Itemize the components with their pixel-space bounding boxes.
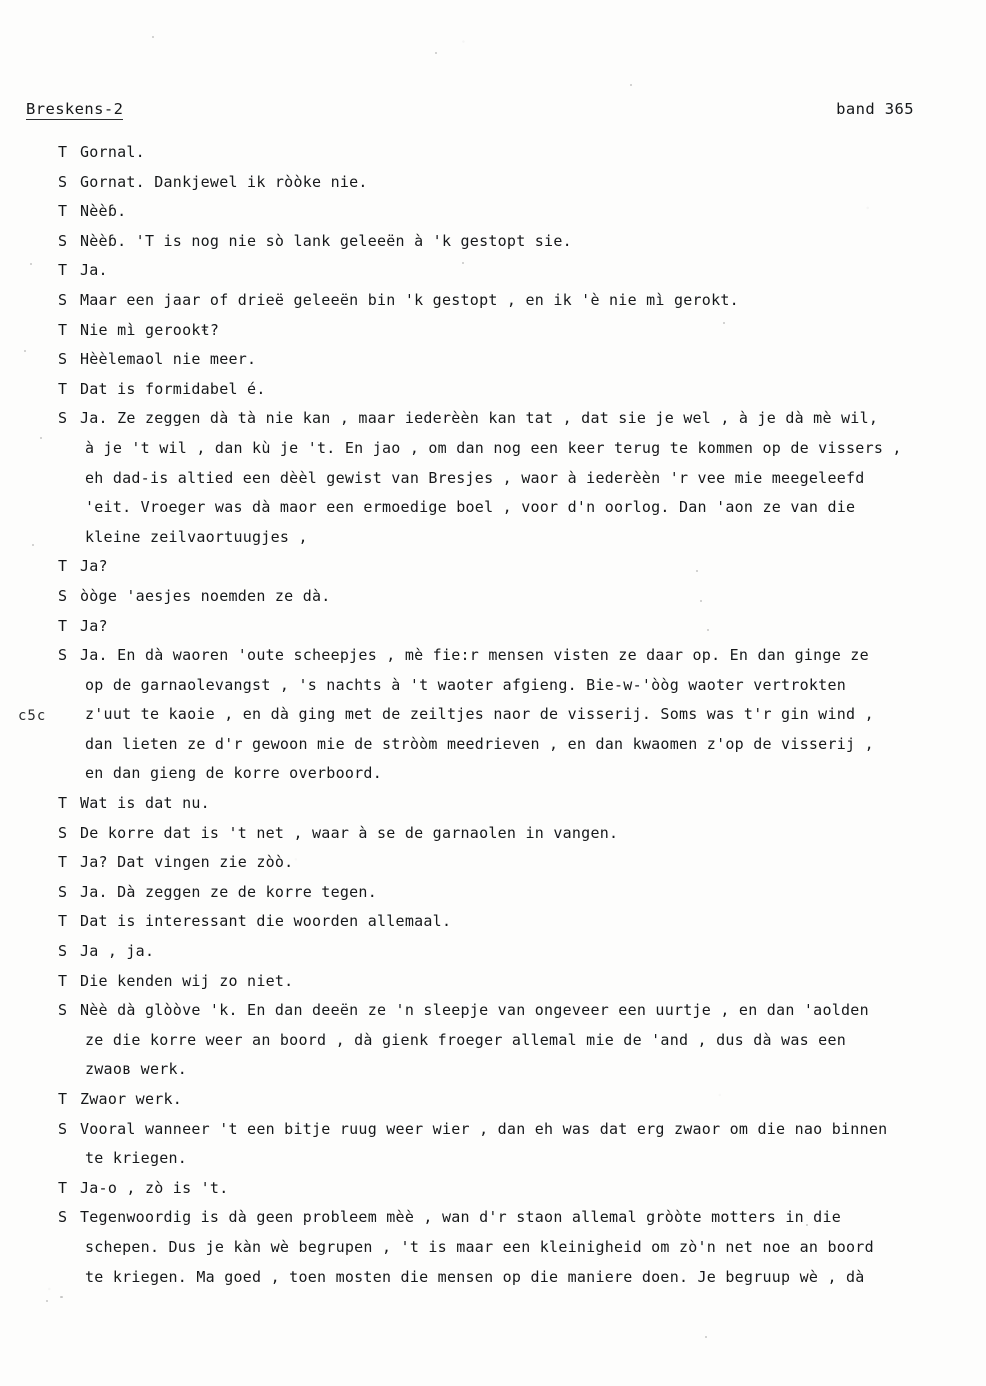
transcript-line (58, 1144, 978, 1174)
transcript-line (58, 286, 978, 316)
speaker-label: S (58, 231, 68, 250)
transcript-text: Ja. En dà waoren 'oute scheepjes , mè fie:r mensen visten ze daar op. En dan ginge ze (80, 646, 869, 665)
transcript-text: Ja. Ze zeggen dà tà nie kan , maar iederèèn kan tat , dat sie je wel , à je dà mè wil, (80, 409, 879, 428)
paper-speck (435, 52, 437, 54)
transcript-line (58, 552, 978, 582)
speaker-label: T (58, 912, 68, 931)
transcript-text: op de garnaolevangst , 's nachts à 't waoter afgieng. Bie-w-'òòg waoter vertrokten (85, 675, 847, 694)
speaker-label: S (58, 1119, 68, 1138)
speaker-label: S (58, 823, 68, 842)
transcript-text: Vooral wanneer 't een bitje ruug weer wier , dan eh was dat erg zwaor om die nao binnen (80, 1119, 888, 1138)
transcript-text: Ja. Dà zeggen ze de korre tegen. (80, 882, 377, 901)
transcript-line (58, 1203, 978, 1233)
transcript-line (58, 1115, 978, 1145)
transcript-text: Wat is dat nu. (80, 794, 210, 813)
speaker-label: S (58, 942, 68, 961)
speaker-label: T (58, 320, 68, 339)
transcript-line (58, 996, 978, 1026)
transcript-line (58, 907, 978, 937)
speaker-label: S (58, 409, 68, 428)
transcript-line (58, 227, 978, 257)
transcript-line (58, 967, 978, 997)
transcript-text: Gornal. (80, 143, 145, 161)
speaker-label: T (58, 794, 68, 813)
transcript-text: Maar een jaar of drieë geleeën bin 'k gestopt , en ik 'è nie mì gerokt. (80, 290, 739, 309)
transcript-text: eh dad-is altied een dèèl gewist van Bresjes , waor à iederèèn 'r vee mie meegeleefd (85, 468, 865, 487)
speaker-label: T (58, 261, 68, 280)
paper-speck (630, 84, 632, 86)
speaker-label: S (58, 1001, 68, 1020)
transcript-text: zwaoв werk. (85, 1060, 188, 1079)
transcript-line (58, 612, 978, 642)
speaker-label: T (58, 143, 68, 161)
speaker-label: T (58, 1090, 68, 1108)
transcript-text: Ja. (80, 261, 108, 280)
transcript-line (58, 404, 978, 434)
transcript-line (58, 819, 978, 849)
transcript-text: Ja? Dat vingen zie zòò. (80, 853, 294, 872)
paper-speck (152, 36, 154, 38)
band-number: band 365 (836, 100, 914, 118)
speaker-label: T (58, 853, 68, 872)
page-header (0, 100, 986, 128)
transcript-line (58, 789, 978, 819)
transcript-line (58, 759, 978, 789)
transcript-line (58, 464, 978, 494)
speaker-label: S (58, 1208, 68, 1227)
transcript-text: te kriegen. Ma goed , toen mosten die mensen op die maniere doen. Je begruup wè , dà (85, 1267, 865, 1286)
transcript-text: z'uut te kaoie , en dà ging met de zeiltjes naor de visserij. Soms was t'r gin wind , (85, 705, 874, 724)
transcript-line (58, 1026, 978, 1056)
transcript-line (58, 493, 978, 523)
speaker-label: T (58, 971, 68, 990)
transcript-text: Die kenden wij zo niet. (80, 971, 294, 990)
transcript-line (58, 700, 978, 730)
transcript-text: Ja-o , zò is 't. (80, 1178, 229, 1197)
transcript-line (58, 848, 978, 878)
transcript-line (58, 345, 978, 375)
transcript-text: De korre dat is 't net , waar à se de garnaolen in vangen. (80, 823, 619, 842)
transcript-text: te kriegen. (85, 1149, 188, 1168)
transcript-text: Ja? (80, 557, 108, 576)
paper-speck (32, 544, 34, 546)
transcript-text: ze die korre weer an boord , dà gienk froeger allemal mie de 'and , dus dà was een (85, 1030, 847, 1049)
paper-speck (705, 1336, 707, 1338)
transcript-line (58, 375, 978, 405)
transcript-text: Hèèlemaol nie meer. (80, 350, 257, 369)
transcript-text: Gornat. Dankjewel ik ròòke nie. (80, 172, 368, 191)
transcript-line (58, 730, 978, 760)
speaker-label: T (58, 379, 68, 398)
transcript-line (58, 256, 978, 286)
paper-speck (24, 350, 26, 352)
transcript-line (58, 1233, 978, 1263)
transcript-text: 'eit. Vroeger was dà maor een ermoedige boel , voor d'n oorlog. Dan 'aon ze van die (85, 498, 856, 517)
document-id: Breskens-2 (26, 100, 124, 118)
transcript-text: Dat is formidabel é. (80, 379, 266, 398)
paper-speck (40, 437, 42, 439)
paper-speck (30, 263, 32, 265)
speaker-label: T (58, 557, 68, 576)
transcript-text: Zwaor werk. (80, 1090, 183, 1108)
transcript-text: Nie mì gerookŧ? (80, 320, 220, 339)
transcript-line (58, 434, 978, 464)
speaker-label: T (58, 1178, 68, 1197)
speaker-label: S (58, 290, 68, 309)
transcript-line (58, 523, 978, 553)
transcript-line (58, 168, 978, 198)
transcript-text: à je 't wil , dan kù je 't. En jao , om dan nog een keer terug te kommen op de vissers , (85, 438, 902, 457)
transcript-text: Dat is interessant die woorden allemaal. (80, 912, 452, 931)
margin-annotation: c5c (18, 708, 47, 724)
transcript-line (58, 138, 978, 168)
transcript-body (58, 138, 978, 1292)
speaker-label: S (58, 646, 68, 665)
speaker-label: S (58, 172, 68, 191)
speaker-label: S (58, 882, 68, 901)
speaker-label: T (58, 202, 68, 221)
transcript-text: òòge 'aesjes noemden ze dà. (80, 586, 331, 605)
transcript-text: Nèèɓ. (80, 202, 127, 221)
transcript-text: Ja? (80, 616, 108, 635)
transcript-text: schepen. Dus je kàn wè begrupen , 't is maar een kleinigheid om zò'n net noe an boord (85, 1237, 874, 1256)
transcript-line (58, 671, 978, 701)
transcript-line (58, 1055, 978, 1085)
speaker-label: S (58, 350, 68, 369)
transcript-line (58, 1085, 978, 1115)
transcript-text: Nèèɓ. 'T is nog nie sò lank geleeën à 'k gestopt sie. (80, 231, 572, 250)
transcript-text: dan lieten ze d'r gewoon mie de stròòm meedrieven , en dan kwaomen z'op de visserij , (85, 734, 874, 753)
transcript-line (58, 878, 978, 908)
transcript-text: kleine zeilvaortuugjes , (85, 527, 308, 546)
speaker-label: S (58, 586, 68, 605)
transcript-text: Tegenwoordig is dà geen probleem mèè , wan d'r staon allemal gròòte motters in die (80, 1208, 842, 1227)
paper-speck (46, 1300, 48, 1302)
transcript-text: en dan gieng de korre overboord. (85, 764, 382, 783)
transcript-line (58, 316, 978, 346)
transcript-line (58, 197, 978, 227)
speaker-label: T (58, 616, 68, 635)
transcript-line (58, 937, 978, 967)
paper-speck (60, 1296, 63, 1298)
transcript-text: Ja , ja. (80, 942, 155, 961)
transcript-text: Nèè dà glòòve 'k. En dan deeën ze 'n sleepje van ongeveer een uurtje , en dan 'aolden (80, 1001, 869, 1020)
transcript-line (58, 1174, 978, 1204)
transcript-line (58, 582, 978, 612)
transcript-line (58, 1263, 978, 1293)
transcript-line (58, 641, 978, 671)
